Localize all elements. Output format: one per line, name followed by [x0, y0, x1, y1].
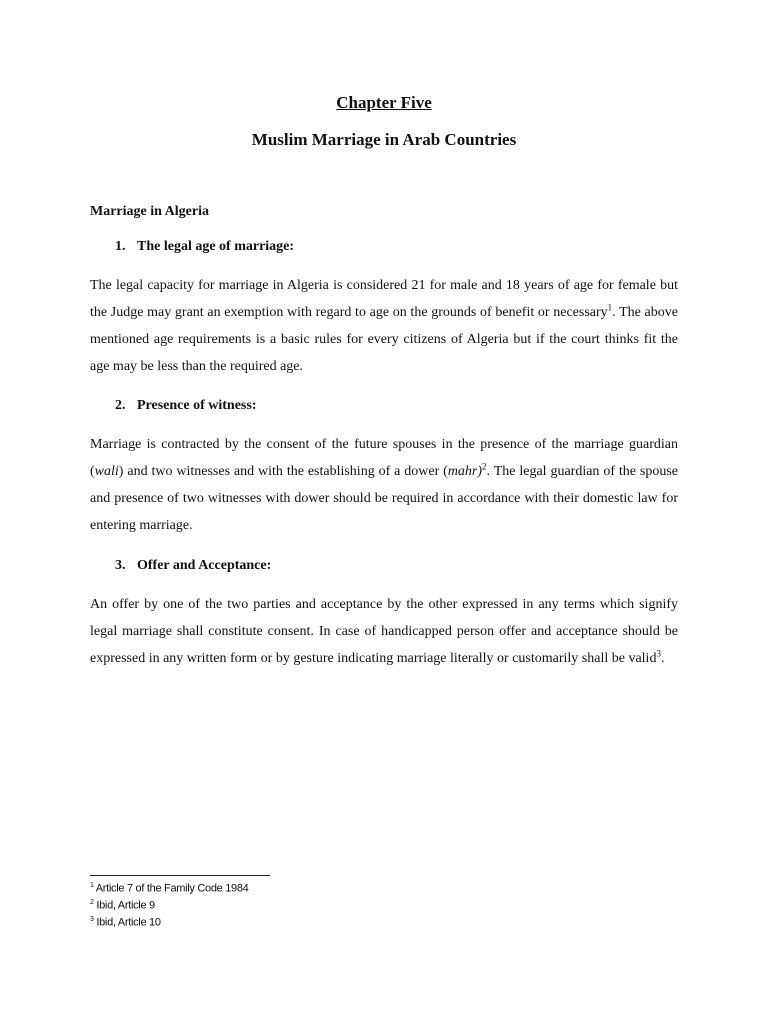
- footnote-3: $^3$ Ibid, Article 10: [90, 916, 161, 929]
- item-heading-3: 3. Offer and Acceptance:: [115, 558, 272, 573]
- item-heading-2: 2. Presence of witness:: [115, 398, 257, 413]
- paragraph-legal-age: The legal capacity for marriage in Algeria is considered 21 for male and 18 years of age for female but the Judge may grant an exemption with regard to age on the grounds of benefit or necessary$^1$. The above mentioned age requirements is a basic rules for every citizens of Algeria but if the court thinks fit the age may be less than the required age.: [90, 278, 678, 374]
- footnote-ref: 3: [656, 648, 661, 659]
- chapter-subtitle: Muslim Marriage in Arab Countries: [251, 130, 517, 149]
- footnote-1: $^1$ Article 7 of the Family Code 1984: [90, 882, 249, 895]
- paragraph-witness: Marriage is contracted by the consent of the future spouses in the presence of the marriage guardian (wali) and two witnesses and with the establishing of a dower (mahr)$^2$. The legal guardian of the spouse and presence of two witnesses with dower should be required in accordance with their domestic law for entering marriage.: [90, 437, 678, 533]
- section-heading: Marriage in Algeria: [90, 204, 209, 219]
- chapter-title: Chapter Five: [336, 93, 432, 112]
- footnote-ref: 1: [607, 302, 613, 313]
- footnote-2: $^2$ Ibid, Article 9: [90, 899, 155, 912]
- footnote-ref: 2: [482, 461, 487, 472]
- footnote-divider: [90, 875, 270, 876]
- paragraph-offer: An offer by one of the two parties and acceptance by the other expressed in any terms which signify legal marriage shall constitute consent. In case of handicapped person offer and acceptance should be expressed in any written form or by gesture indicating marriage literally or customarily shall be valid$^3$.: [90, 597, 678, 666]
- item-heading-1: 1. The legal age of marriage:: [115, 239, 295, 254]
